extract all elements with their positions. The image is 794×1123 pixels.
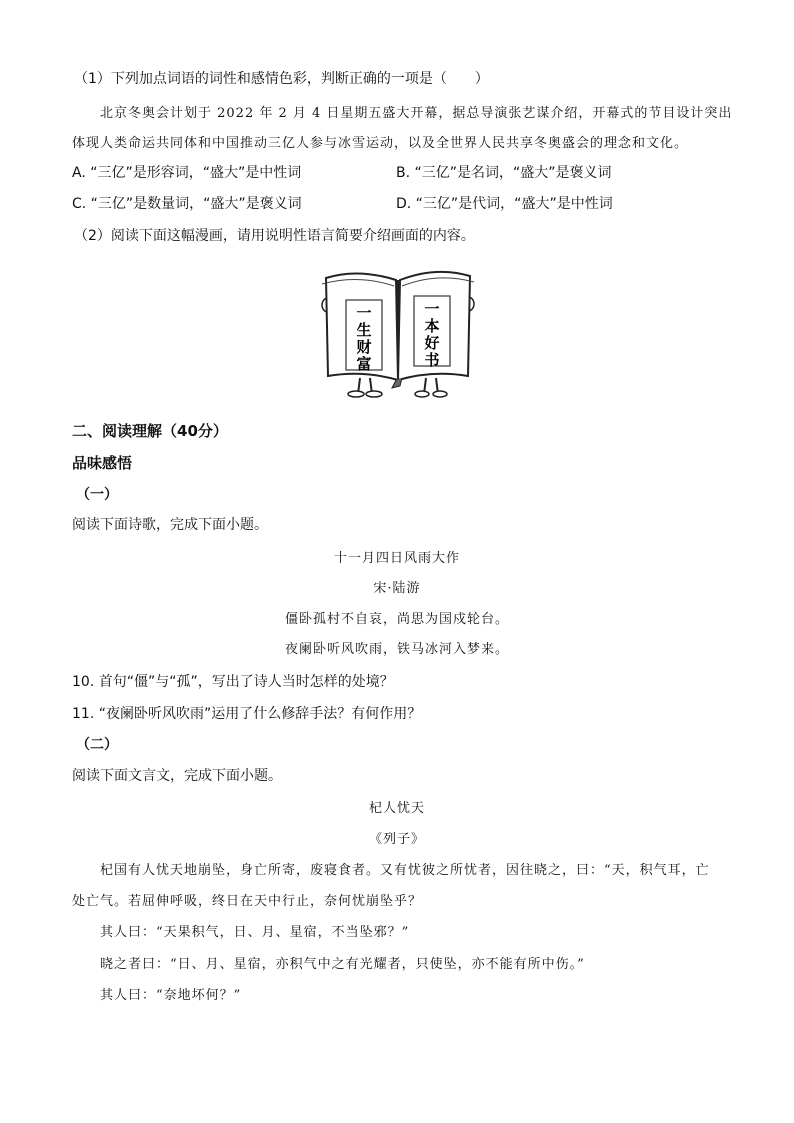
section-title: 二、阅读理解（40分） <box>72 422 228 440</box>
poem-title: 十一月四日风雨大作 <box>333 551 460 566</box>
cartoon-right-char-1: 一 <box>424 300 440 318</box>
question-10: 10. 首句“僵”与“孤”，写出了诗人当时怎样的处境？ <box>72 674 394 690</box>
part1-instruction: 阅读下面诗歌，完成下面小题。 <box>72 517 268 533</box>
classical-text-title: 杞人忧天 <box>368 801 425 816</box>
q2-stem: （2）阅读下面这幅漫画，请用说明性语言简要介绍画面的内容。 <box>74 228 475 244</box>
cartoon-left-char-1: 一 <box>356 304 372 322</box>
part2-label: （二） <box>76 737 118 753</box>
part1-label: （一） <box>76 487 118 503</box>
cartoon-right-char-4: 书 <box>424 351 440 369</box>
part2-instruction: 阅读下面文言文，完成下面小题。 <box>72 768 282 784</box>
q1-option-c: C. “三亿”是数量词，“盛大”是褒义词 <box>72 196 302 212</box>
cartoon-left-char-3: 财 <box>356 338 372 356</box>
q1-stem: （1）下列加点词语的词性和感情色彩，判断正确的一项是（ ） <box>74 71 489 87</box>
classical-para2: 其人曰：“天果积气，日、月、星宿，不当坠邪？” <box>100 925 410 940</box>
classical-para1-line1: 杞国有人忧天地崩坠，身亡所寄，废寝食者。又有忧彼之所忧者，因往晓之，曰：“天，积气耳，亡 <box>100 863 710 878</box>
question-11: 11. “夜阑卧听风吹雨”运用了什么修辞手法？有何作用？ <box>72 706 422 722</box>
poem-line-2: 夜阑卧听风吹雨，铁马冰河入梦来。 <box>284 642 509 657</box>
q1-passage-line2: 体现人类命运共同体和中国推动三亿人参与冰雪运动，以及全世界人民共享冬奥盛会的理念和文化。 <box>72 136 689 151</box>
poem-author: 宋·陆游 <box>373 581 421 596</box>
poem-line-1: 僵卧孤村不自哀，尚思为国戍轮台。 <box>284 612 509 627</box>
q1-passage-line1: 北京冬奥会计划于 2022 年 2 月 4 日星期五盛大开幕，据总导演张艺谋介绍，开幕式的节目设计突出 <box>100 106 733 121</box>
section-subtitle: 品味感悟 <box>72 454 133 472</box>
book-drawing <box>318 260 478 398</box>
classical-para4: 其人曰：“奈地坏何？” <box>100 988 242 1003</box>
classical-para3: 晓之者曰：“日、月、星宿，亦积气中之有光耀者，只使坠，亦不能有所中伤。” <box>100 957 585 972</box>
cartoon-left-char-4: 富 <box>356 355 372 373</box>
cartoon-open-book <box>318 260 478 402</box>
classical-text-source: 《列子》 <box>368 832 425 847</box>
cartoon-right-char-2: 本 <box>424 317 440 335</box>
q1-option-a: A. “三亿”是形容词，“盛大”是中性词 <box>72 165 302 181</box>
cartoon-left-char-2: 生 <box>356 321 372 339</box>
q1-option-d: D. “三亿”是代词，“盛大”是中性词 <box>396 196 613 212</box>
classical-para1-line2: 处亡气。若屈伸呼吸，终日在天中行止，奈何忧崩坠乎？ <box>72 894 423 909</box>
q1-option-b: B. “三亿”是名词，“盛大”是褒义词 <box>396 165 612 181</box>
cartoon-right-char-3: 好 <box>424 334 440 352</box>
